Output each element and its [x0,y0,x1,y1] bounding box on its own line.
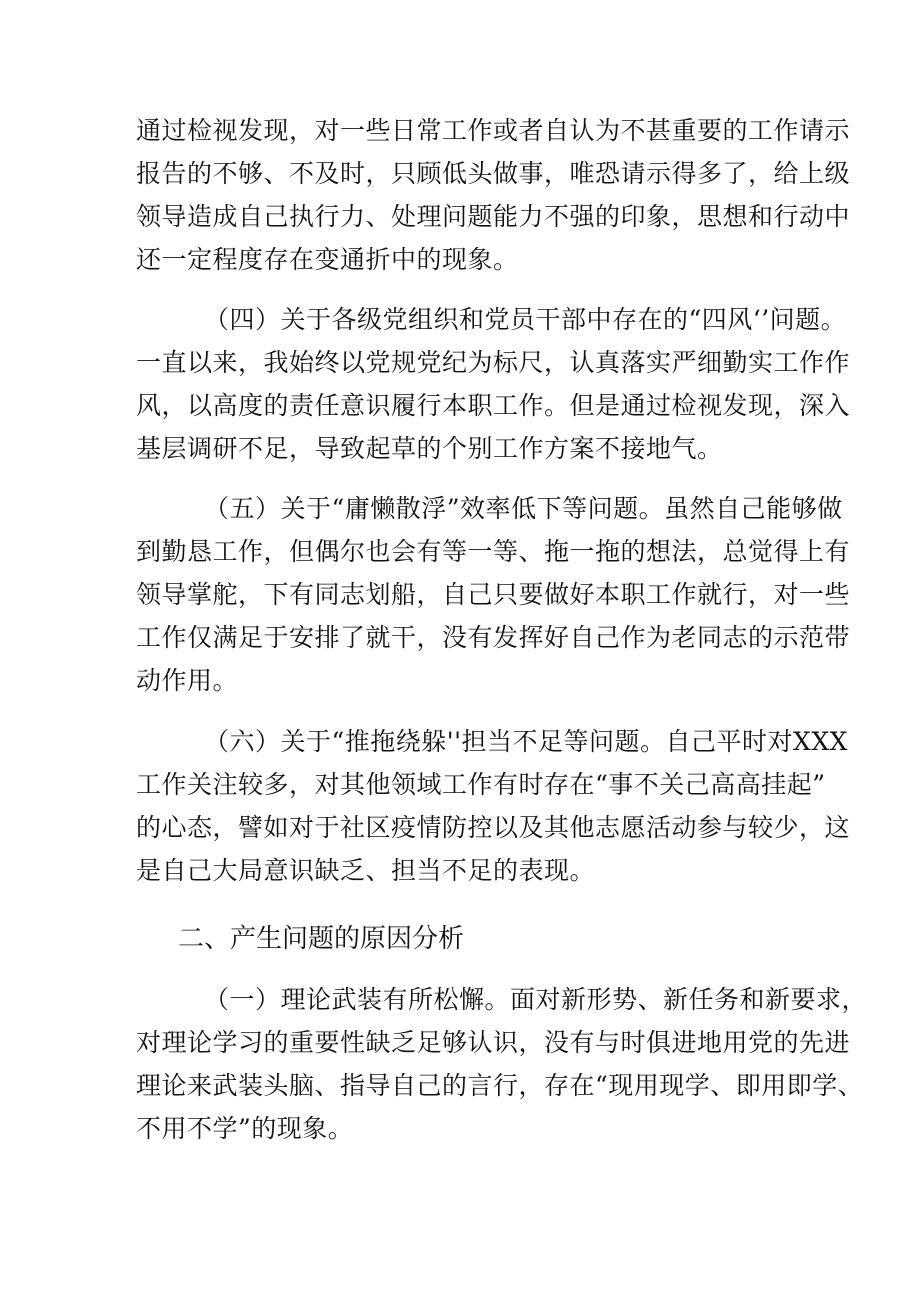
paragraph-line: （一）理论武装有所松懈。面对新形势、新任务和新要求， [204,985,868,1014]
paragraph-line: 对理论学习的重要性缺乏足够认识，没有与时俱进地用党的先进 [136,1028,851,1057]
paragraph-line: 还一定程度存在变通折中的现象。 [136,245,519,274]
section-heading: 二、产生问题的原因分析 [178,924,465,954]
paragraph-line: 领导造成自己执行力、处理问题能力不强的印象，思想和行动中 [136,202,851,231]
paragraph-line: 理论来武装头脑、指导自己的言行，存在“现用现学、即用即学、 [136,1071,864,1100]
paragraph-line: 的心态，譬如对于社区疫情防控以及其他志愿活动参与较少，这 [136,813,851,842]
paragraph-line: （四）关于各级党组织和党员干部中存在的“四风‘’问题。 [204,305,847,334]
paragraph-line: （六）关于“推拖绕躲''担当不足等问题。自己平时对XXX [204,727,848,756]
paragraph-line: 报告的不够、不及时，只顾低头做事，唯恐请示得多了，给上级 [136,159,851,188]
paragraph-line: 通过检视发现，对一些日常工作或者自认为不甚重要的工作请示 [136,116,851,145]
paragraph-line: 工作关注较多，对其他领域工作有时存在“事不关己高高挂起” [136,770,826,799]
paragraph-line: 动作用。 [136,666,239,695]
paragraph-line: 是自己大局意识缺乏、担当不足的表现。 [136,856,596,885]
paragraph-line: 一直以来，我始终以党规党纪为标尺，认真落实严细勤实工作作 [136,348,851,377]
paragraph-line: （五）关于“庸懒散浮”效率低下等问题。虽然自己能够做 [204,494,843,523]
paragraph-line: 工作仅满足于安排了就干，没有发挥好自己作为老同志的示范带 [136,623,851,652]
paragraph-line: 到勤恳工作，但偶尔也会有等一等、拖一拖的想法，总觉得上有 [136,537,851,566]
paragraph-line: 基层调研不足，导致起草的个别工作方案不接地气。 [136,434,723,463]
paragraph-line: 不用不学”的现象。 [136,1114,354,1143]
paragraph-line: 领导掌舵，下有同志划船，自己只要做好本职工作就行，对一些 [136,580,851,609]
paragraph-line: 风，以高度的责任意识履行本职工作。但是通过检视发现，深入 [136,391,851,420]
